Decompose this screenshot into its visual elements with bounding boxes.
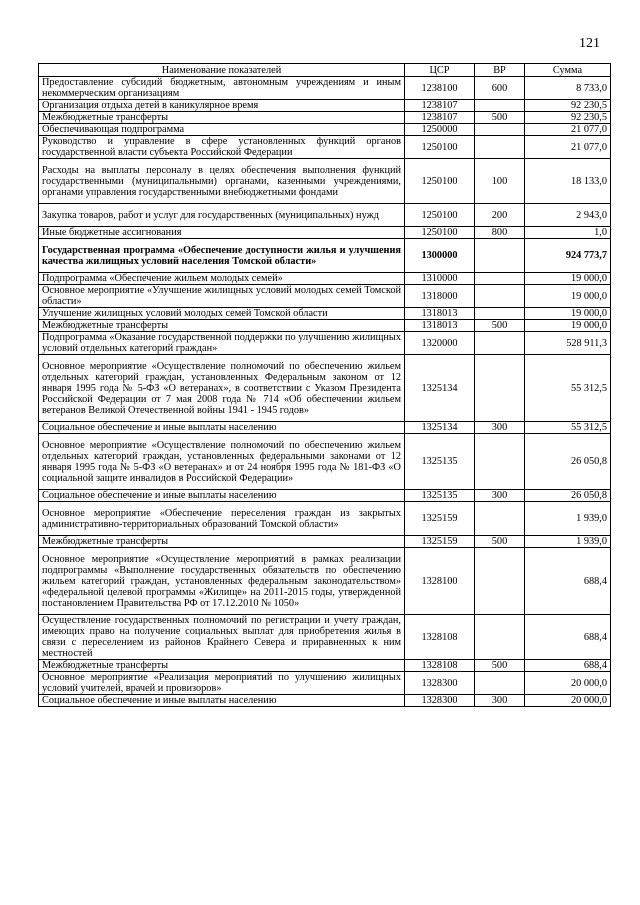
- row-code-cell: 1328300: [405, 695, 475, 707]
- row-name-cell: Предоставление субсидий бюджетным, автономным учреждениям и иным некоммерческим организациям: [39, 77, 405, 100]
- row-name-cell: Обеспечивающая подпрограмма: [39, 124, 405, 136]
- row-vr-cell: 500: [475, 320, 525, 332]
- header-sum: Сумма: [525, 64, 611, 77]
- row-name-cell: Межбюджетные трансферты: [39, 112, 405, 124]
- row-name-cell: Улучшение жилищных условий молодых семей Томской области: [39, 308, 405, 320]
- row-code-cell: 1325135: [405, 434, 475, 490]
- row-name-cell: Иные бюджетные ассигнования: [39, 227, 405, 239]
- row-vr-cell: 200: [475, 204, 525, 227]
- table-row: [39, 136, 611, 159]
- row-vr-cell: [475, 548, 525, 615]
- row-sum-cell: 21 077,0: [525, 136, 611, 159]
- row-name-cell: Межбюджетные трансферты: [39, 660, 405, 672]
- table-row: [39, 695, 611, 707]
- row-name-cell: Организация отдыха детей в каникулярное время: [39, 100, 405, 112]
- table-row: [39, 332, 611, 355]
- row-code-cell: 1250100: [405, 204, 475, 227]
- row-sum-cell: 1 939,0: [525, 536, 611, 548]
- row-code-cell: 1238100: [405, 77, 475, 100]
- table-row: [39, 672, 611, 695]
- row-code-cell: 1250100: [405, 159, 475, 204]
- budget-table: [38, 63, 611, 707]
- row-sum-cell: 26 050,8: [525, 434, 611, 490]
- row-sum-cell: 18 133,0: [525, 159, 611, 204]
- row-code-cell: 1328108: [405, 660, 475, 672]
- table-row: [39, 273, 611, 285]
- row-sum-cell: 528 911,3: [525, 332, 611, 355]
- row-vr-cell: [475, 124, 525, 136]
- row-vr-cell: 300: [475, 695, 525, 707]
- row-vr-cell: [475, 100, 525, 112]
- row-name-cell: Основное мероприятие «Обеспечение переселения граждан из закрытых административно-территориальных образований Томской области»: [39, 502, 405, 536]
- table-row: [39, 536, 611, 548]
- header-code: ЦСР: [405, 64, 475, 77]
- row-sum-cell: 688,4: [525, 615, 611, 660]
- row-vr-cell: 600: [475, 77, 525, 100]
- table-row: [39, 100, 611, 112]
- table-row: [39, 124, 611, 136]
- row-sum-cell: 26 050,8: [525, 490, 611, 502]
- row-sum-cell: 55 312,5: [525, 355, 611, 422]
- table-row: [39, 227, 611, 239]
- row-name-cell: Руководство и управление в сфере установленных функций органов государственной власти субъекта Российской Федерации: [39, 136, 405, 159]
- row-code-cell: 1325159: [405, 536, 475, 548]
- table-row: [39, 422, 611, 434]
- row-code-cell: 1300000: [405, 239, 475, 273]
- table-row: [39, 320, 611, 332]
- table-row: [39, 204, 611, 227]
- row-code-cell: 1325135: [405, 490, 475, 502]
- row-code-cell: 1325134: [405, 422, 475, 434]
- row-name-cell: Подпрограмма «Оказание государственной поддержки по улучшению жилищных условий отдельных категорий граждан»: [39, 332, 405, 355]
- row-sum-cell: 1 939,0: [525, 502, 611, 536]
- row-code-cell: 1310000: [405, 273, 475, 285]
- row-name-cell: Основное мероприятие «Осуществление полномочий по обеспечению жильем отдельных категорий граждан, установленных федеральными законами от 12 января 1995 года № 5-ФЗ «О ветеранах» и от 24 ноября 1995 года № 181-ФЗ «О социальной защите инвалидов в Российской Федерации»: [39, 434, 405, 490]
- row-vr-cell: 300: [475, 422, 525, 434]
- row-name-cell: Основное мероприятие «Реализация мероприятий по улучшению жилищных условий учителей, врачей и провизоров»: [39, 672, 405, 695]
- row-name-cell: Социальное обеспечение и иные выплаты населению: [39, 422, 405, 434]
- row-code-cell: 1328100: [405, 548, 475, 615]
- table-row: [39, 660, 611, 672]
- row-vr-cell: 100: [475, 159, 525, 204]
- row-vr-cell: 500: [475, 660, 525, 672]
- row-vr-cell: [475, 355, 525, 422]
- row-name-cell: Осуществление государственных полномочий по регистрации и учету граждан, имеющих право на получение социальных выплат для приобретения жилья в связи с переселением из районов Крайнего Севера и приравненных к ним местностей: [39, 615, 405, 660]
- row-name-cell: Социальное обеспечение и иные выплаты населению: [39, 490, 405, 502]
- table-header-row: [39, 64, 611, 77]
- table-row: [39, 434, 611, 490]
- row-vr-cell: 500: [475, 112, 525, 124]
- row-sum-cell: 19 000,0: [525, 285, 611, 308]
- row-sum-cell: 2 943,0: [525, 204, 611, 227]
- row-sum-cell: 20 000,0: [525, 695, 611, 707]
- row-code-cell: 1238107: [405, 112, 475, 124]
- table-row: [39, 308, 611, 320]
- row-sum-cell: 1,0: [525, 227, 611, 239]
- row-sum-cell: 924 773,7: [525, 239, 611, 273]
- row-sum-cell: 92 230,5: [525, 100, 611, 112]
- table-row: [39, 502, 611, 536]
- table-row: [39, 355, 611, 422]
- table-row: [39, 490, 611, 502]
- row-code-cell: 1318013: [405, 308, 475, 320]
- row-sum-cell: 688,4: [525, 548, 611, 615]
- row-code-cell: 1250100: [405, 227, 475, 239]
- table-row: [39, 239, 611, 273]
- row-name-cell: Основное мероприятие «Улучшение жилищных условий молодых семей Томской области»: [39, 285, 405, 308]
- row-code-cell: 1250100: [405, 136, 475, 159]
- row-name-cell: Государственная программа «Обеспечение доступности жилья и улучшения качества жилищных условий населения Томской области»: [39, 239, 405, 273]
- table-row: [39, 548, 611, 615]
- row-sum-cell: 21 077,0: [525, 124, 611, 136]
- row-vr-cell: [475, 273, 525, 285]
- row-sum-cell: 55 312,5: [525, 422, 611, 434]
- table-row: [39, 112, 611, 124]
- row-vr-cell: [475, 136, 525, 159]
- row-code-cell: 1328108: [405, 615, 475, 660]
- table-row: [39, 159, 611, 204]
- row-vr-cell: [475, 502, 525, 536]
- row-vr-cell: [475, 615, 525, 660]
- row-name-cell: Основное мероприятие «Осуществление мероприятий в рамках реализации подпрограммы «Выполнение государственных обязательств по обеспечению жильем категорий граждан, установленных федеральным законодательством» «федеральной целевой программы «Жилище» на 2011-2015 годы, утвержденной постановлением Правительства РФ от 17.12.2010 № 1050»: [39, 548, 405, 615]
- row-name-cell: Подпрограмма «Обеспечение жильем молодых семей»: [39, 273, 405, 285]
- row-sum-cell: 19 000,0: [525, 308, 611, 320]
- row-vr-cell: 500: [475, 536, 525, 548]
- row-sum-cell: 92 230,5: [525, 112, 611, 124]
- row-sum-cell: 20 000,0: [525, 672, 611, 695]
- row-sum-cell: 688,4: [525, 660, 611, 672]
- row-vr-cell: [475, 308, 525, 320]
- row-name-cell: Закупка товаров, работ и услуг для государственных (муниципальных) нужд: [39, 204, 405, 227]
- row-vr-cell: 800: [475, 227, 525, 239]
- row-name-cell: Социальное обеспечение и иные выплаты населению: [39, 695, 405, 707]
- table-row: [39, 77, 611, 100]
- row-sum-cell: 19 000,0: [525, 273, 611, 285]
- row-name-cell: Расходы на выплаты персоналу в целях обеспечения выполнения функций государственными (муниципальными) органами, казенными учреждениями, органами управления государственными внебюджетными фондами: [39, 159, 405, 204]
- row-code-cell: 1238107: [405, 100, 475, 112]
- row-code-cell: 1250000: [405, 124, 475, 136]
- row-code-cell: 1318013: [405, 320, 475, 332]
- row-sum-cell: 8 733,0: [525, 77, 611, 100]
- row-vr-cell: [475, 672, 525, 695]
- page-number: 121: [579, 36, 600, 51]
- row-code-cell: 1320000: [405, 332, 475, 355]
- header-name: Наименование показателей: [39, 64, 405, 77]
- row-vr-cell: [475, 332, 525, 355]
- row-code-cell: 1325134: [405, 355, 475, 422]
- table-row: [39, 285, 611, 308]
- row-code-cell: 1328300: [405, 672, 475, 695]
- row-code-cell: 1325159: [405, 502, 475, 536]
- row-name-cell: Основное мероприятие «Осуществление полномочий по обеспечению жильем отдельных категорий граждан, установленных Федеральным законом от 12 января 1995 года № 5-ФЗ «О ветеранах», в соответствии с Указом Президента Российской Федерации от 7 мая 2008 года № 714 «Об обеспечении жильем ветеранов Великой Отечественной войны 1941 - 1945 годов»: [39, 355, 405, 422]
- table-row: [39, 615, 611, 660]
- row-name-cell: Межбюджетные трансферты: [39, 320, 405, 332]
- header-vr: ВР: [475, 64, 525, 77]
- row-vr-cell: 300: [475, 490, 525, 502]
- row-code-cell: 1318000: [405, 285, 475, 308]
- row-sum-cell: 19 000,0: [525, 320, 611, 332]
- row-vr-cell: [475, 434, 525, 490]
- row-name-cell: Межбюджетные трансферты: [39, 536, 405, 548]
- row-vr-cell: [475, 239, 525, 273]
- row-vr-cell: [475, 285, 525, 308]
